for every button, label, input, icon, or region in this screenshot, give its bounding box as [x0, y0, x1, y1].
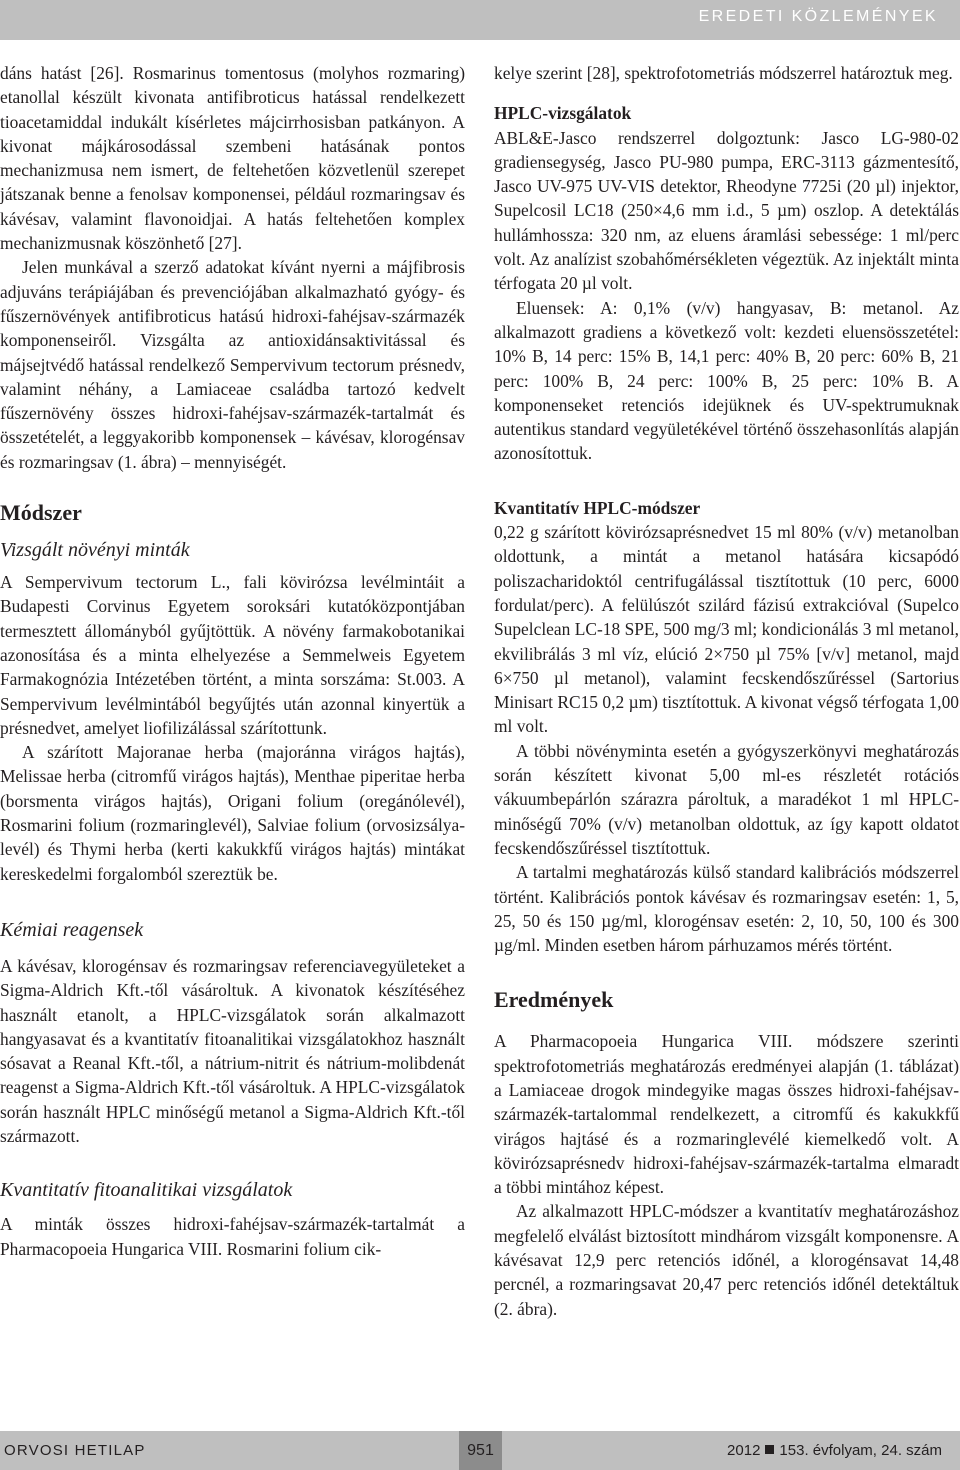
right-column — [494, 59, 959, 1321]
paragraph: A tartalmi meghatározás külső standard kalibrációs módszerrel történt. Kalibrációs pontok kávésav és rozmaringsav esetén: 1, 5, 25, 50 és 150 µg/ml, klorogénsav esetén: 2, 10, 50, 100 és 300 µg/ml. Minden esetben három párhuzamos mérés történt. — [494, 862, 959, 956]
section-heading-results: Eredmények — [494, 987, 614, 1013]
subsection-heading-hplc: HPLC-vizsgálatok — [494, 103, 632, 124]
paragraph: ABL&E-Jasco rendszerrel dolgoztunk: Jasco LG-980-02 gradiensegység, Jasco PU-980 pumpa, ERC-3113 gázmentesítő, Jasco UV-975 UV-VIS detektor, Rheodyne 7725i (20 µl) injektor, Supelcosil LC18 (250×4,6 mm i.d., 5 µm) oszlop. A detektálás hullámhossza: 320 nm, az eluens áramlási sebessége: 1 ml/perc volt. Az analízist szobahőmérsékleten végeztük. Az injektált minta térfogata 20 µl volt. — [494, 127, 959, 294]
paragraph: Jelen munkával a szerző adatokat kívánt nyerni a májfibrosis adjuváns terápiájában és prevenciójában alkalmazható gyógy- és fűszernövények antifibroticus hatású hidroxi-fahéjsav-származék komponenseiről. Vizsgálta az antioxidánsaktivitással és májsejtvédő hatással rendelkező Sempervivum tectorum présnedv, valamint néhány, a Lamiaceae családba tartozó kedvelt fűszernövény összes hidroxi-fahéjsav-származék-tartalmát és összetételét, a leggyakoribb komponensek – kávésav, klorogénsav és rozmaringsav (1. ábra) – mennyiségét. — [0, 257, 465, 472]
paragraph: kelye szerint [28], spektrofotometriás módszerrel határoztuk meg. — [494, 63, 953, 83]
left-column — [0, 59, 465, 1261]
paragraph: A Sempervivum tectorum L., fali kövirózsa levélmintáit a Budapesti Corvinus Egyetem soroksári kutatóközpontjában termesztett állományból gyűjtöttük. A növény farmakobotanikai azonosítása és a minta elhelyezése a Semmelweis Egyetem Farmakognózia Intézetében történt, a minta sorszáma: St.003. A Sempervivum levélmintából begyűjtés után azonnal kinyertük a présnedvet, amelyet liofilizálással szárítottunk. — [0, 572, 465, 738]
paragraph: Az alkalmazott HPLC-módszer a kvantitatív meghatározáshoz megfelelő elválást biztosított mindhárom vizsgált komponensre. A kávésavat 12,9 perc retenciós időnél, a klorogénsavat 14,48 percnél, a rozmaringsavat 20,47 perc retenciós időnél detektáltuk (2. ábra). — [494, 1201, 959, 1319]
paragraph: A minták összes hidroxi-fahéjsav-származék-tartalmát a Pharmacopoeia Hungarica VIII. Rosmarini folium cik- — [0, 1214, 465, 1259]
paragraph: A többi növényminta esetén a gyógyszerkönyvi meghatározás során készített kivonat 5,00 ml-es részletét rotációs vákuumbepárlón szárazra pároltuk, a maradékot 1 ml HPLC-minőségű 70% (v/v) metanolban oldottuk, az így kapott oldatot fecskendőszűréssel tisztítottuk. — [494, 740, 959, 858]
section-heading-method: Módszer — [0, 500, 82, 526]
journal-name: ORVOSI HETILAP — [4, 1442, 146, 1459]
subsection-heading-samples: Vizsgált növényi minták — [0, 539, 190, 562]
paragraph: 0,22 g szárított kövirózsaprésnedvet 15 ml 80% (v/v) metanolban oldottunk, a mintát a metanol hatására kicsapódó poliszacharidoktól centrifugálással tisztítottuk (10 perc, 6000 fordulat/perc). A felülúszót szilárd fázisú extrakcióval (Supelco Supelclean LC-18 SPE, 500 mg/3 ml; kondicionálás 3 ml metanol, ekvilibrálás 3 ml víz, elúció 2×750 µl 75% [v/v] metanol, majd 6×750 µl metanol), valamint fecskendőszűréssel (Sartorius Minisart RC15 0,2 µm) tisztítottuk. A kivonat végső térfogata 1,00 ml volt. — [494, 522, 959, 737]
subsection-heading-quantitative: Kvantitatív fitoanalitikai vizsgálatok — [0, 1179, 293, 1202]
subsection-heading-quantitative-hplc: Kvantitatív HPLC-módszer — [494, 497, 701, 518]
page-number: 951 — [459, 1431, 502, 1470]
paragraph: A Pharmacopoeia Hungarica VIII. módszere szerinti spektrofotometriás meghatározás eredményei alapján (1. táblázat) a Lamiaceae drogok mindegyike magas összes hidroxi-fahéjsav-származék-tartalommal rendelkezett, a citromfű és kakukkfű virágos hajtásé és a rozmaringlevélé kiemelkedő volt. A kövirózsaprésnedv hidroxi-fahéjsav-származék-tartalma elmaradt a többi mintához képest. — [494, 1031, 959, 1198]
volume-issue: 153. évfolyam, 24. szám — [779, 1442, 942, 1459]
paragraph: Eluensek: A: 0,1% (v/v) hangyasav, B: metanol. Az alkalmazott gradiens a következő volt: kezdeti eluensösszetétel: 10% B, 14 perc: 15% B, 14,1 perc: 40% B, 20 perc: 60% B, 21 perc: 100% B, 24 perc: 100% B, 25 perc: 10% B. A komponenseket retenciós idejüknek és UV-spektrumuknak autentikus standard vegyületékével történő összehasonlítás alapján azonosítottuk. — [494, 297, 959, 464]
paragraph: A szárított Majoranae herba (majoránna virágos hajtás), Melissae herba (citromfű virágos hajtás), Menthae piperitae herba (borsmenta virágos hajtás), Origani folium (oregánólevél), Rosmarini folium (rozmaringlevél), Salviae folium (orvosizsálya-levél) és Thymi herba (kerti kakukkfű virágos hajtás) mintákat kereskedelmi forgalomból szereztük be. — [0, 742, 465, 884]
section-label: EREDETI KÖZLEMÉNYEK — [698, 8, 938, 25]
volume-info — [727, 1442, 942, 1459]
paragraph: A kávésav, klorogénsav és rozmaringsav referenciavegyületeket a Sigma-Aldrich Kft.-től vásároltuk. A kivonatok készítéséhez használt etanolt, a HPLC-vizsgálatok során alkalmazott hangyasavat és a kvantitatív fitoanalitikai vizsgálatokhoz használt sósavat a Reanal Kft.-től, a nátrium-nitrit és nátrium-molibdenát reagenst a Sigma-Aldrich Kft.-től vásároltuk. A HPLC-vizsgálatok során használt HPLC minőségű metanol a Sigma-Aldrich Kft.-től származott. — [0, 955, 465, 1146]
square-separator-icon — [765, 1445, 774, 1454]
paragraph: dáns hatást [26]. Rosmarinus tomentosus (molyhos rozmaring) etanollal készült kivonata antifibroticus hatással rendelkezett tioacetamiddal indukált kísérletes májcirrhosisban patkányon. A kivonat májkárosodással szembeni hatásának pontos mechanizmusa nem ismert, de feltehetően közvetlenül szerepet játszanak benne a fenolsav komponensei, például rozmaringsav és kávésav, valamint flavonoidjai. A hatás feltehetően komplex mechanizmusnak köszönhető [27]. — [0, 63, 465, 254]
year: 2012 — [727, 1442, 761, 1459]
subsection-heading-reagents: Kémiai reagensek — [0, 918, 144, 941]
